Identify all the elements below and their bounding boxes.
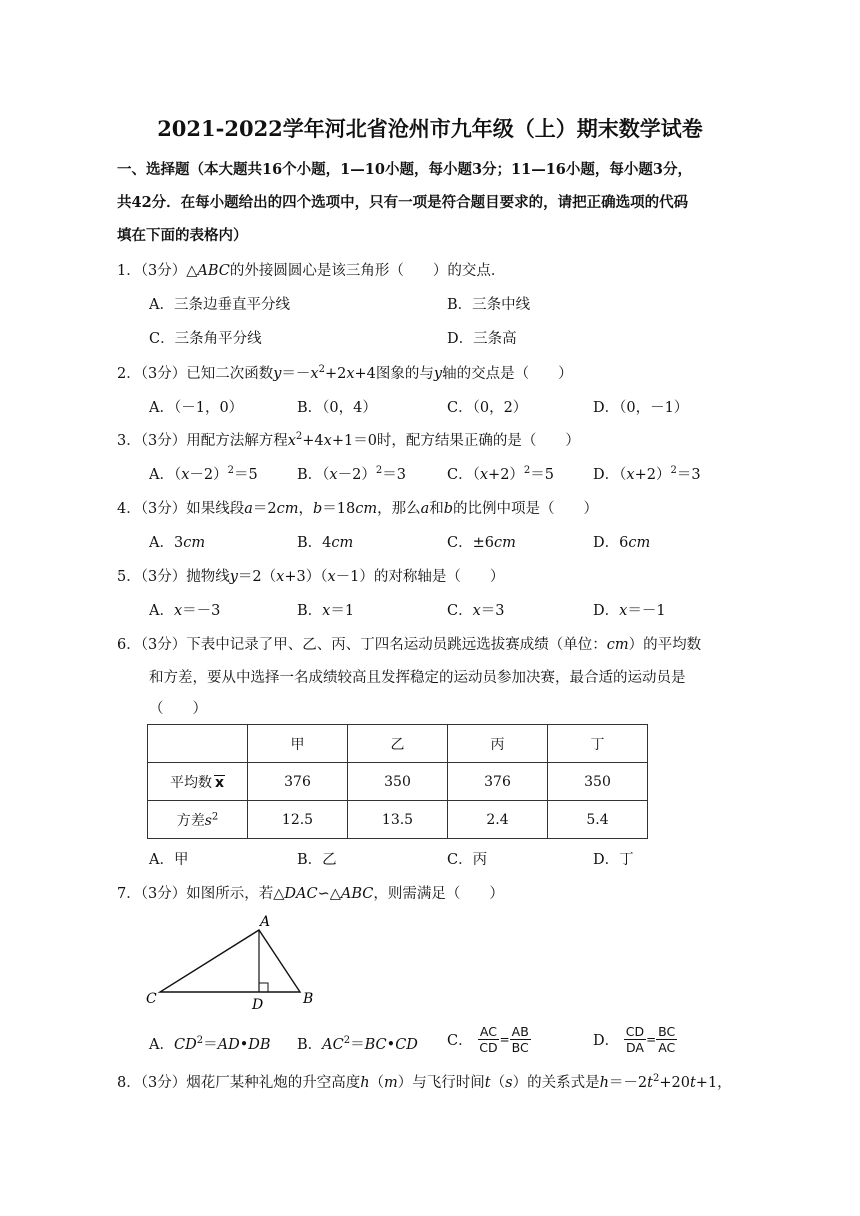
q5-option-a: A．x＝－3 (149, 603, 221, 619)
table-header-cell: 丙 (448, 725, 548, 763)
section-heading-line-2: 共42分．在每小题给出的四个选项中，只有一项是符合题目要求的，请把正确选项的代码 (117, 194, 689, 211)
point-d-label: D (252, 997, 264, 1013)
x-bar-symbol: x (214, 774, 225, 791)
q6-option-b: B．乙 (297, 852, 337, 868)
q7-option-d: D． $\frac{CD}{DA}$ = $\frac{BC}{AC}$ (593, 1024, 676, 1055)
question-3: 3．（3分）用配方法解方程$x^2+4x+1=0$时，配方结果正确的是（ ） (117, 431, 580, 449)
q3-option-b: B．$(x-2)^2=3$ (297, 465, 406, 483)
table-row (148, 801, 648, 839)
q1-option-d: D．三条高 (447, 331, 517, 347)
question-1: 1．（3分）△ABC的外接圆圆心是该三角形（ ）的交点． (117, 263, 506, 279)
table-cell: 376 (248, 763, 348, 801)
question-6-line-2: 和方差，要从中选择一名成绩较高且发挥稳定的运动员参加决赛，最合适的运动员是 (149, 670, 686, 686)
row-label-variance: 方差$s^2$ (148, 801, 248, 839)
fraction: $\frac{AB}{BC}$ (511, 1024, 529, 1055)
fraction: $\frac{AC}{CD}$ (479, 1024, 498, 1055)
q4-option-c: C．±6cm (447, 535, 516, 551)
table-header-cell: 甲 (248, 725, 348, 763)
q1-option-c: C．三条角平分线 (149, 331, 262, 347)
q4-option-a: A．3cm (149, 535, 206, 551)
question-2: 2．（3分）已知二次函数$y=-x^2+2x+4$图象的与y轴的交点是（ ） (117, 364, 573, 382)
table-cell: 13.5 (348, 801, 448, 839)
q3-option-a: A．$(x-2)^2=5$ (149, 465, 258, 483)
section-heading-line-3: 填在下面的表格内） (117, 227, 248, 244)
point-b-label: B (303, 991, 314, 1007)
q3-option-c: C．$(x+2)^2=5$ (447, 465, 555, 483)
q5-option-c: C．x＝3 (447, 603, 505, 619)
question-4: 4．（3分）如果线段a＝2cm，b＝18cm，那么a和b的比例中项是（ ） (117, 501, 599, 517)
q6-option-d: D．丁 (593, 852, 634, 868)
q5-option-b: B．x＝1 (297, 603, 355, 619)
q4-option-b: B．4cm (297, 535, 354, 551)
question-6-line-3: （ ） (149, 701, 207, 717)
q2-option-c: C．（0，2） (447, 400, 528, 416)
q6-option-a: A．甲 (149, 852, 189, 868)
point-a-label: A (260, 914, 271, 930)
q7-option-c: C． $\frac{AC}{CD}$ = $\frac{AB}{BC}$ (447, 1024, 529, 1055)
q7-option-b: B．$AC^2=BC•CD$ (297, 1035, 418, 1053)
table-header-row (148, 725, 648, 763)
table-header-cell: 乙 (348, 725, 448, 763)
q1-option-a: A．三条边垂直平分线 (149, 297, 290, 313)
table-header-cell: 丁 (548, 725, 648, 763)
question-5: 5．（3分）抛物线y＝2（x+3）（x－1）的对称轴是（ ） (117, 569, 505, 585)
page-title: 2021-2022学年河北省沧州市九年级（上）期末数学试卷 (157, 116, 703, 141)
q7-option-a: A．$CD^2=AD•DB$ (149, 1035, 271, 1053)
fraction: $\frac{CD}{DA}$ (625, 1024, 645, 1055)
fraction: $\frac{BC}{AC}$ (658, 1024, 676, 1055)
table-cell: 12.5 (248, 801, 348, 839)
q5-option-d: D．x＝－1 (593, 603, 666, 619)
q2-option-b: B．（0，4） (297, 400, 377, 416)
row-label-mean: 平均数 x (148, 763, 248, 801)
section-heading-line-1: 一、选择题（本大题共16个小题，1—10小题，每小题3分；11—16小题，每小题3分， (117, 161, 692, 178)
right-angle-mark (259, 983, 268, 992)
question-6-line-1: 6．（3分）下表中记录了甲、乙、丙、丁四名运动员跳远选拔赛成绩（单位：cm）的平均数 (117, 637, 702, 653)
question-8: 8．（3分）烟花厂某种礼炮的升空高度h（m）与飞行时间t（s）的关系式是$h=-2t^2+20t+1$， (117, 1073, 732, 1091)
point-c-label: C (146, 991, 157, 1007)
q6-option-c: C．丙 (447, 852, 488, 868)
q2-option-a: A．（－1，0） (149, 400, 244, 416)
question-7: 7．（3分）如图所示，若△DAC∽△ABC，则需满足（ ） (117, 886, 504, 902)
score-table (147, 724, 648, 839)
table-corner-cell (148, 725, 248, 763)
triangle-figure (140, 912, 330, 1014)
table-cell: 350 (348, 763, 448, 801)
triangle-abc (160, 930, 300, 992)
table-cell: 2.4 (448, 801, 548, 839)
q2-option-d: D．（0，－1） (593, 400, 689, 416)
table-cell: 376 (448, 763, 548, 801)
table-cell: 350 (548, 763, 648, 801)
q4-option-d: D．6cm (593, 535, 651, 551)
table-row (148, 763, 648, 801)
q1-option-b: B．三条中线 (447, 297, 531, 313)
q3-option-d: D．$(x+2)^2=3$ (593, 465, 701, 483)
table-cell: 5.4 (548, 801, 648, 839)
